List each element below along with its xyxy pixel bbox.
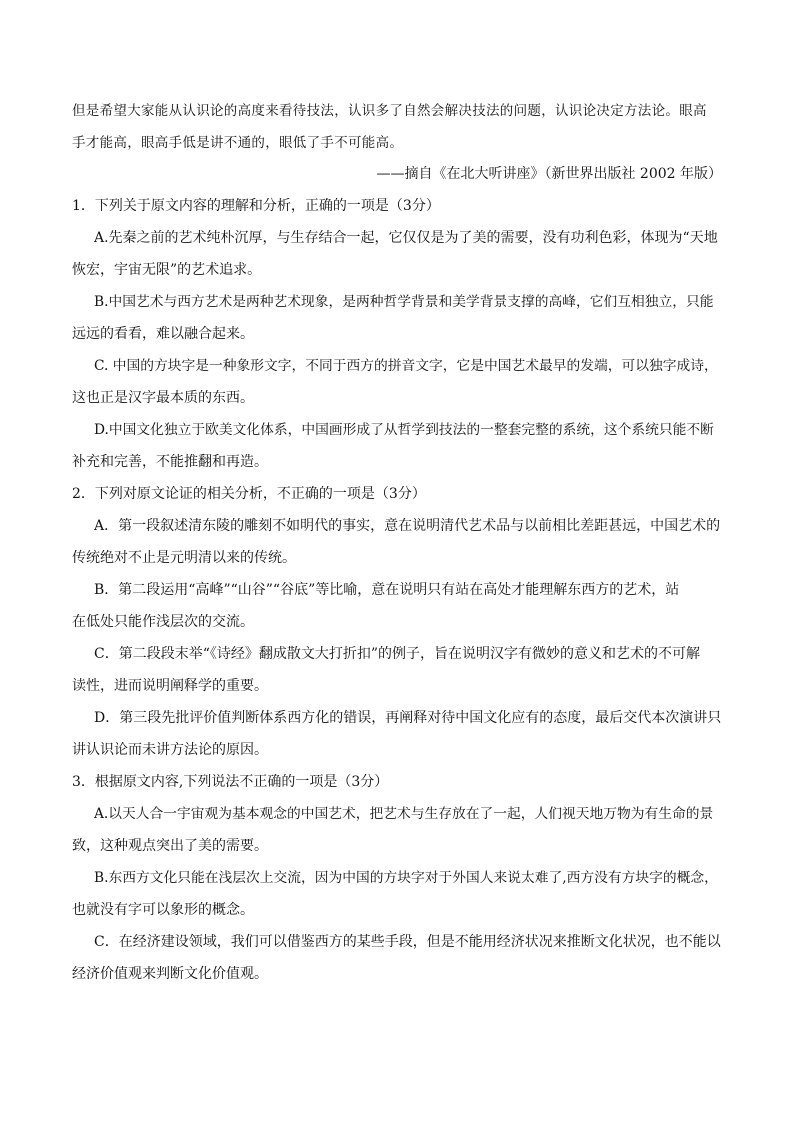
question-1-option-b-cont: 远远的看看，难以融合起来。 [72, 326, 254, 342]
question-1-option-b: B.中国艺术与西方艺术是两种艺术现象，是两种哲学背景和美学背景支撑的高峰，它们互相独立，只能 [94, 294, 714, 310]
passage-line-1: 但是希望大家能从认识论的高度来看待技法，认识多了自然会解决技法的问题，认识论决定方法论。眼高 [72, 103, 707, 119]
question-2-option-d: D．第三段先批评价值判断体系西方化的错误，再阐释对待中国文化应有的态度，最后交代本次演讲只 [94, 710, 722, 726]
question-1-option-c-cont: 这也正是汉字最本质的东西。 [72, 390, 254, 406]
question-3-stem: 3．根据原文内容,下列说法不正确的一项是（3分） [72, 774, 389, 790]
question-2-option-a: A．第一段叙述清东陵的雕刻不如明代的事实，意在说明清代艺术品与以前相比差距甚远，中国艺术的 [94, 518, 721, 534]
question-1-option-c: C. 中国的方块字是一种象形文字，不同于西方的拼音文字，它是中国艺术最早的发端，可以独字成诗， [94, 358, 718, 374]
question-1-stem: 1．下列关于原文内容的理解和分析，正确的一项是（3分） [72, 198, 440, 214]
question-1-option-a: A.先秦之前的艺术纯朴沉厚，与生存结合一起，它仅仅是为了美的需要，没有功利色彩，体现为“天地 [94, 230, 718, 246]
question-2-stem: 2．下列对原文论证的相关分析，不正确的一项是（3分） [72, 486, 426, 502]
question-3-option-b: B.东西方文化只能在浅层次上交流，因为中国的方块字对于外国人来说太难了,西方没有方块字的概念， [94, 870, 718, 886]
question-2-option-b: B．第二段运用“高峰”“山谷”“谷底”等比喻，意在说明只有站在高处才能理解东西方的艺术，站 [94, 582, 680, 598]
question-2-option-b-cont: 在低处只能作浅层次的交流。 [72, 614, 254, 630]
question-2-option-c: C．第二段段末举“《诗经》翻成散文大打折扣”的例子，旨在说明汉字有微妙的意义和艺术的不可解 [94, 646, 701, 662]
question-2-option-d-cont: 讲认识论而未讲方法论的原因。 [72, 742, 268, 758]
question-3-option-b-cont: 也就没有字可以象形的概念。 [72, 902, 254, 918]
passage-line-2: 手才能高，眼高手低是讲不通的，眼低了手不可能高。 [72, 135, 404, 151]
question-1-option-a-cont: 恢宏，宇宙无限”的艺术追求。 [72, 262, 262, 278]
question-2-option-a-cont: 传统绝对不止是元明清以来的传统。 [72, 550, 296, 566]
question-3-option-c: C．在经济建设领域，我们可以借鉴西方的某些手段，但是不能用经济状况来推断文化状况，也不能以 [94, 934, 721, 950]
question-3-option-c-cont: 经济价值观来判断文化价值观。 [72, 966, 268, 982]
question-1-option-d: D.中国文化独立于欧美文化体系，中国画形成了从哲学到技法的一整套完整的系统，这个系统只能不断 [94, 422, 714, 438]
question-1-option-d-cont: 补充和完善，不能推翻和再造。 [72, 454, 268, 470]
question-2-option-c-cont: 读性，进而说明阐释学的重要。 [72, 678, 268, 694]
passage-source: ——摘自《在北大听讲座》（新世界出版社 2002 年版） [376, 166, 722, 182]
question-3-option-a-cont: 致，这种观点突出了美的需要。 [72, 838, 268, 854]
question-3-option-a: A.以天人合一宇宙观为基本观念的中国艺术，把艺术与生存放在了一起，人们视天地万物为有生命的景 [94, 806, 714, 822]
